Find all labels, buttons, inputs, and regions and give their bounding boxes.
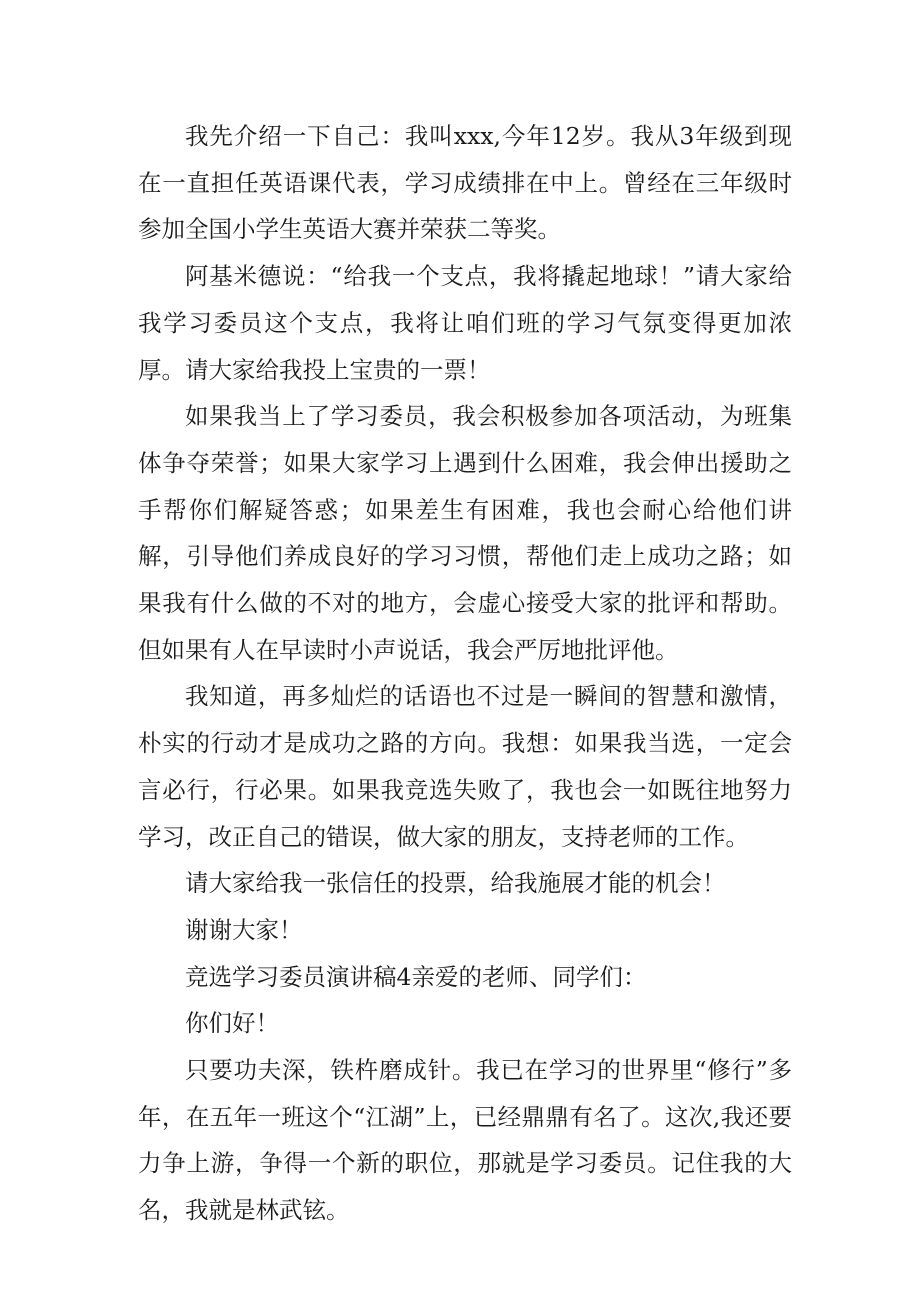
paragraph-intro-speech-4: 只要功夫深，铁杵磨成针。我已在学习的世界里“修行”多年，在五年一班这个“江湖”上，已经鼎鼎有名了。这次,我还要力争上游，争得一个新的职位，那就是学习委员。记住我的大名，我就是林武铉。 [138, 1056, 792, 1225]
paragraph-thanks: 谢谢大家！ [185, 915, 303, 944]
paragraph-promises: 如果我当上了学习委员，我会积极参加各项活动，为班集体争夺荣誉；如果大家学习上遇到什么困难，我会伸出援助之手帮你们解疑答惑；如果差生有困难，我也会耐心给他们讲解，引导他们养成良好的学习习惯，帮他们走上成功之路；如果我有什么做的不对的地方，会虚心接受大家的批评和帮助。但如果有人在早读时小声说话，我会严厉地批评他。 [138, 402, 792, 664]
paragraph-self-introduction: 我先介绍一下自己：我叫xxx,今年12岁。我从3年级到现在一直担任英语课代表，学习成绩排在中上。曾经在三年级时参加全国小学生英语大赛并荣获二等奖。 [138, 122, 792, 244]
paragraph-vote-request: 请大家给我一张信任的投票，给我施展才能的机会！ [185, 869, 726, 898]
paragraph-archimedes-quote: 阿基米德说：“给我一个支点，我将撬起地球！”请大家给我学习委员这个支点，我将让咱们班的学习气氛变得更加浓厚。请大家给我投上宝贵的一票！ [138, 262, 792, 384]
paragraph-hello: 你们好！ [185, 1009, 279, 1038]
speech-body [138, 113, 792, 1234]
paragraph-commitment: 我知道，再多灿烂的话语也不过是一瞬间的智慧和激情，朴实的行动才是成功之路的方向。我想：如果我当选，一定会言必行，行必果。如果我竞选失败了，我也会一如既往地努力学习，改正自己的错误，做大家的朋友，支持老师的工作。 [138, 682, 792, 851]
speech-4-heading-greeting: 竞选学习委员演讲稿4亲爱的老师、同学们： [185, 962, 647, 991]
